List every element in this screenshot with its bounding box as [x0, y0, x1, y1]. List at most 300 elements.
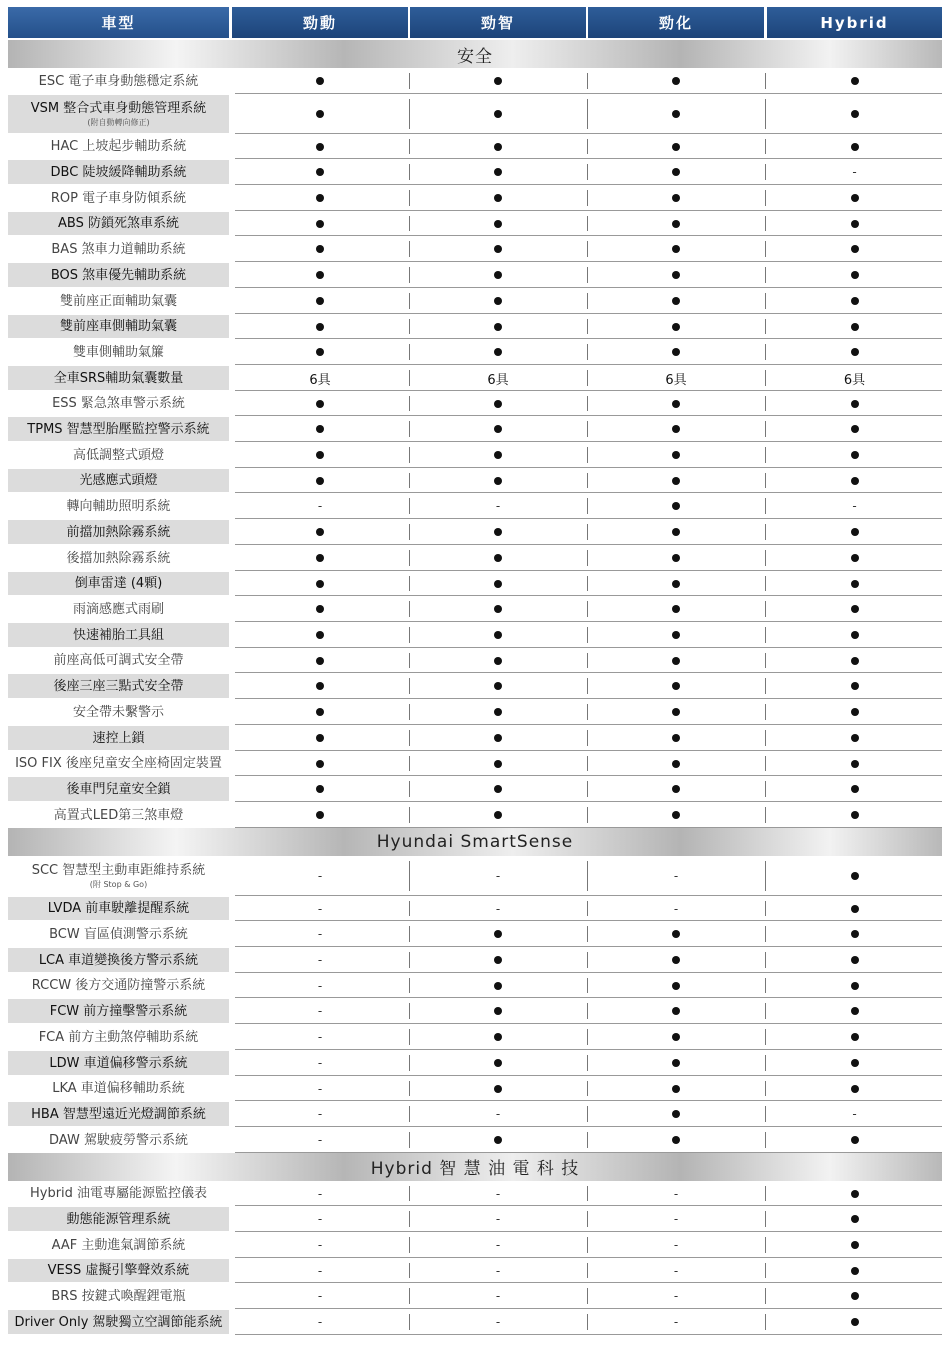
not-available-dash: - [317, 1315, 323, 1329]
feature-name: 全車SRS輔助氣囊數量 [53, 370, 184, 386]
trim-value-cell [410, 699, 586, 725]
feature-name: HBA 智慧型遠近光燈調節系統 [31, 1106, 206, 1122]
trim-value-cell [767, 896, 942, 921]
filled-dot-icon [672, 1007, 680, 1015]
column-divider [409, 473, 410, 488]
column-divider [409, 1237, 410, 1253]
feature-name: LDW 車道偏移警示系統 [49, 1055, 188, 1071]
filled-dot-icon [494, 271, 502, 279]
filled-dot-icon [316, 323, 324, 331]
filled-dot-icon [494, 631, 502, 639]
filled-dot-icon [851, 451, 859, 459]
column-divider [587, 164, 588, 180]
trim-value-cell [767, 1309, 942, 1335]
trim-value-cell [232, 236, 408, 262]
column-divider [409, 99, 410, 129]
feature-name: BAS 煞車力道輔助系統 [51, 241, 186, 257]
column-divider [409, 926, 410, 942]
filled-dot-icon [316, 400, 324, 408]
column-divider [765, 952, 766, 968]
not-available-dash: - [673, 1289, 679, 1303]
column-divider [409, 1288, 410, 1304]
trim-value-cell [767, 339, 942, 365]
column-divider [409, 1132, 410, 1148]
column-divider [587, 781, 588, 797]
feature-name: SCC 智慧型主動車距維持系統 [31, 862, 206, 878]
column-divider [409, 370, 410, 386]
trim-value-cell [232, 339, 408, 365]
trim-value-cell [232, 998, 408, 1024]
not-available-dash: - [495, 1315, 501, 1329]
trim-value-cell [767, 134, 942, 159]
trim-value-cell [767, 211, 942, 236]
column-divider [765, 524, 766, 540]
trim-value-cell [767, 1101, 942, 1127]
filled-dot-icon [672, 982, 680, 990]
filled-dot-icon [494, 811, 502, 819]
filled-dot-icon [316, 245, 324, 253]
filled-dot-icon [316, 605, 324, 613]
filled-dot-icon [851, 271, 859, 279]
column-divider [587, 1211, 588, 1227]
section-title: 安全 [8, 40, 942, 68]
filled-dot-icon [851, 982, 859, 990]
trim-value-cell [588, 288, 764, 314]
column-divider [587, 952, 588, 968]
column-divider [409, 344, 410, 360]
filled-dot-icon [316, 631, 324, 639]
trim-value-cell [410, 596, 586, 622]
trim-value-cell [588, 1127, 764, 1153]
trim-value-cell [410, 1076, 586, 1101]
filled-dot-icon [851, 194, 859, 202]
trim-value-cell [232, 68, 408, 94]
filled-dot-icon [851, 528, 859, 536]
trim-value-cell [232, 973, 408, 998]
trim-value-cell [232, 947, 408, 973]
column-divider [765, 550, 766, 566]
column-divider [765, 1263, 766, 1278]
column-divider [765, 627, 766, 643]
feature-name: TPMS 智慧型胎壓監控警示系統 [27, 421, 210, 437]
column-divider [587, 901, 588, 916]
filled-dot-icon [672, 143, 680, 151]
not-available-dash: - [317, 1133, 323, 1147]
column-divider [765, 447, 766, 463]
filled-dot-icon [316, 785, 324, 793]
feature-name: FCW 前方撞擊警示系統 [49, 1003, 188, 1019]
column-divider [587, 524, 588, 540]
trim-value-cell [410, 519, 586, 545]
trim-value-cell [232, 519, 408, 545]
feature-label [8, 897, 229, 920]
filled-dot-icon [851, 245, 859, 253]
not-available-dash: - [673, 1212, 679, 1226]
trim-value-cell [767, 262, 942, 288]
column-divider [587, 1106, 588, 1122]
trim-value-cell [767, 416, 942, 442]
trim-value-cell [232, 185, 408, 211]
filled-dot-icon [316, 580, 324, 588]
filled-dot-icon [316, 477, 324, 485]
filled-dot-icon [672, 631, 680, 639]
filled-dot-icon [672, 1059, 680, 1067]
column-divider [409, 421, 410, 437]
trim-value-cell [410, 68, 586, 94]
filled-dot-icon [851, 1059, 859, 1067]
trim-value-cell [588, 776, 764, 802]
column-divider [409, 216, 410, 231]
feature-name: 轉向輔助照明系統 [66, 498, 171, 514]
feature-name: 後車門兒童安全鎖 [66, 781, 171, 797]
trim-value-cell [767, 1024, 942, 1050]
filled-dot-icon [494, 1007, 502, 1015]
column-divider [409, 730, 410, 746]
header-model-label: 車型 [8, 7, 229, 38]
feature-name: AAF 主動進氣調節系統 [51, 1237, 186, 1253]
trim-value-cell [410, 1024, 586, 1050]
trim-value-cell [767, 856, 942, 896]
filled-dot-icon [672, 425, 680, 433]
header-trim-2: 勁智 [410, 7, 586, 38]
feature-label [8, 649, 229, 672]
column-divider [765, 704, 766, 720]
trim-value-cell [767, 751, 942, 776]
trim-value-cell [588, 947, 764, 973]
filled-dot-icon [851, 77, 859, 85]
filled-dot-icon [851, 657, 859, 665]
feature-name: VESS 虛擬引擎聲效系統 [47, 1263, 190, 1278]
trim-value-cell [410, 545, 586, 571]
filled-dot-icon [316, 110, 324, 118]
feature-name: ISO FIX 後座兒童安全座椅固定裝置 [15, 756, 222, 771]
column-divider [409, 164, 410, 180]
column-divider [409, 241, 410, 257]
feature-name: Driver Only 駕駛獨立空調節能系統 [14, 1314, 223, 1330]
trim-value-cell [588, 751, 764, 776]
filled-dot-icon [672, 930, 680, 938]
trim-value-cell [232, 1309, 408, 1335]
filled-dot-icon [494, 657, 502, 665]
filled-dot-icon [494, 425, 502, 433]
feature-name: FCA 前方主動煞停輔助系統 [38, 1029, 199, 1045]
filled-dot-icon [672, 271, 680, 279]
column-divider [587, 601, 588, 617]
filled-dot-icon [494, 297, 502, 305]
header-trim-3: 勁化 [588, 7, 764, 38]
column-divider [765, 1029, 766, 1045]
value-text: 6具 [487, 372, 509, 388]
trim-value-cell [232, 648, 408, 673]
feature-name: 雙車側輔助氣簾 [72, 344, 164, 360]
column-divider [587, 1029, 588, 1045]
not-available-dash: - [317, 1107, 323, 1121]
column-divider [765, 1003, 766, 1019]
trim-value-cell [588, 365, 764, 391]
filled-dot-icon [494, 245, 502, 253]
trim-value-cell [767, 622, 942, 648]
feature-label [8, 1128, 229, 1152]
trim-value-cell [767, 998, 942, 1024]
filled-dot-icon [494, 323, 502, 331]
trim-value-cell [232, 1076, 408, 1101]
trim-value-cell [410, 1181, 586, 1206]
column-divider [409, 576, 410, 591]
column-divider [409, 704, 410, 720]
column-divider [409, 190, 410, 206]
filled-dot-icon [851, 1241, 859, 1249]
column-divider [409, 1055, 410, 1071]
trim-value-cell [767, 802, 942, 828]
column-divider [765, 139, 766, 154]
filled-dot-icon [672, 1110, 680, 1118]
column-divider [587, 139, 588, 154]
feature-label [8, 186, 229, 210]
trim-value-cell [410, 1101, 586, 1127]
feature-label [8, 1077, 229, 1100]
feature-label [8, 212, 229, 235]
filled-dot-icon [851, 682, 859, 690]
not-available-dash: - [852, 1107, 857, 1121]
filled-dot-icon [851, 323, 859, 331]
filled-dot-icon [494, 168, 502, 176]
trim-value-cell [588, 1076, 764, 1101]
trim-value-cell [232, 365, 408, 391]
column-divider [409, 1003, 410, 1019]
trim-value-cell [588, 802, 764, 828]
trim-value-cell [232, 262, 408, 288]
feature-name: BRS 按鍵式喚醒鋰電瓶 [51, 1288, 186, 1304]
column-divider [587, 653, 588, 668]
column-divider [765, 319, 766, 334]
filled-dot-icon [851, 348, 859, 356]
column-divider [587, 1314, 588, 1330]
column-divider [765, 576, 766, 591]
filled-dot-icon [851, 477, 859, 485]
trim-value-cell [410, 1283, 586, 1309]
feature-label [8, 263, 229, 287]
trim-value-cell [767, 673, 942, 699]
feature-label [8, 417, 229, 441]
feature-label [8, 572, 229, 595]
trim-value-cell [232, 1283, 408, 1309]
row-divider [235, 1334, 942, 1335]
column-divider [587, 241, 588, 257]
feature-label [8, 366, 229, 390]
not-available-dash: - [317, 1289, 323, 1303]
column-divider [765, 293, 766, 309]
feature-label [8, 135, 229, 158]
trim-value-cell [232, 442, 408, 468]
feature-name: 高低調整式頭燈 [72, 447, 164, 463]
trim-value-cell [767, 94, 942, 134]
column-divider [765, 781, 766, 797]
trim-value-cell [232, 896, 408, 921]
feature-label [8, 69, 229, 93]
filled-dot-icon [494, 760, 502, 768]
trim-value-cell [410, 365, 586, 391]
filled-dot-icon [851, 554, 859, 562]
trim-value-cell [767, 314, 942, 339]
not-available-dash: - [495, 901, 501, 916]
column-divider [587, 1003, 588, 1019]
filled-dot-icon [316, 194, 324, 202]
column-divider [765, 1055, 766, 1071]
trim-value-cell [588, 921, 764, 947]
trim-value-cell [410, 571, 586, 596]
filled-dot-icon [672, 297, 680, 305]
filled-dot-icon [316, 425, 324, 433]
trim-value-cell [588, 699, 764, 725]
filled-dot-icon [672, 502, 680, 510]
trim-value-cell [588, 545, 764, 571]
column-divider [765, 190, 766, 206]
trim-value-cell [410, 159, 586, 185]
trim-value-cell [410, 751, 586, 776]
filled-dot-icon [494, 1033, 502, 1041]
feature-name: ROP 電子車身防傾系統 [50, 190, 187, 206]
column-divider [765, 73, 766, 89]
trim-value-cell [588, 596, 764, 622]
filled-dot-icon [494, 451, 502, 459]
filled-dot-icon [494, 528, 502, 536]
column-divider [765, 344, 766, 360]
not-available-dash: - [673, 869, 679, 883]
filled-dot-icon [851, 930, 859, 938]
header-trim-1: 勁動 [232, 7, 408, 38]
feature-name: LKA 車道偏移輔助系統 [52, 1081, 185, 1096]
feature-label [8, 857, 229, 895]
column-divider [409, 1029, 410, 1045]
feature-name: 雙前座車側輔助氣囊 [59, 319, 177, 334]
filled-dot-icon [851, 872, 859, 880]
feature-name: LVDA 前車駛離提醒系統 [47, 901, 190, 916]
feature-name: 動態能源管理系統 [66, 1211, 171, 1227]
trim-value-cell [410, 998, 586, 1024]
trim-value-cell [410, 288, 586, 314]
feature-label [8, 289, 229, 313]
feature-name: ESS 緊急煞車警示系統 [52, 396, 185, 411]
column-divider [409, 627, 410, 643]
feature-label [8, 392, 229, 415]
trim-value-cell [232, 391, 408, 416]
trim-value-cell [232, 545, 408, 571]
filled-dot-icon [851, 734, 859, 742]
trim-value-cell [767, 596, 942, 622]
column-divider [765, 901, 766, 916]
column-divider [587, 627, 588, 643]
feature-label [8, 237, 229, 261]
feature-label [8, 623, 229, 647]
column-divider [765, 807, 766, 823]
value-text: 6具 [843, 372, 866, 388]
feature-name: 後座三座三點式安全帶 [53, 678, 184, 694]
column-divider [587, 344, 588, 360]
column-divider [765, 267, 766, 283]
trim-value-cell [410, 1127, 586, 1153]
filled-dot-icon [672, 194, 680, 202]
filled-dot-icon [494, 220, 502, 228]
trim-value-cell [232, 1127, 408, 1153]
filled-dot-icon [851, 220, 859, 228]
feature-label [8, 520, 229, 544]
trim-value-cell [767, 159, 942, 185]
trim-value-cell [232, 1050, 408, 1076]
column-divider [765, 861, 766, 891]
filled-dot-icon [851, 760, 859, 768]
feature-name: 前座高低可調式安全帶 [53, 653, 184, 668]
trim-value-cell [588, 1283, 764, 1309]
trim-value-cell [588, 519, 764, 545]
filled-dot-icon [316, 168, 324, 176]
filled-dot-icon [494, 77, 502, 85]
feature-label [8, 1025, 229, 1049]
not-available-dash: - [317, 953, 323, 967]
filled-dot-icon [494, 194, 502, 202]
feature-name: DBC 陡坡緩降輔助系統 [50, 164, 187, 180]
column-divider [587, 447, 588, 463]
column-divider [587, 926, 588, 942]
filled-dot-icon [316, 271, 324, 279]
trim-value-cell [410, 1309, 586, 1335]
not-available-dash: - [852, 165, 857, 179]
feature-label [8, 1233, 229, 1257]
trim-value-cell [588, 1232, 764, 1258]
trim-value-cell [588, 1181, 764, 1206]
trim-value-cell [410, 856, 586, 896]
filled-dot-icon [851, 708, 859, 716]
trim-value-cell [767, 648, 942, 673]
feature-note: (附 Stop & Go) [89, 879, 148, 889]
column-divider [409, 447, 410, 463]
trim-value-cell [767, 288, 942, 314]
column-divider [587, 319, 588, 334]
trim-value-cell [588, 236, 764, 262]
filled-dot-icon [672, 1085, 680, 1093]
filled-dot-icon [672, 528, 680, 536]
feature-name: 雙前座正面輔助氣囊 [59, 293, 177, 309]
trim-value-cell [588, 1206, 764, 1232]
trim-value-cell [767, 391, 942, 416]
trim-value-cell [232, 159, 408, 185]
feature-label [8, 674, 229, 698]
trim-value-cell [767, 571, 942, 596]
filled-dot-icon [672, 220, 680, 228]
trim-value-cell [232, 751, 408, 776]
trim-value-cell [767, 1076, 942, 1101]
feature-name: BOS 煞車優先輔助系統 [50, 267, 187, 283]
filled-dot-icon [316, 760, 324, 768]
feature-name: 光感應式頭燈 [79, 473, 158, 488]
not-available-dash: - [673, 1315, 679, 1329]
column-divider [587, 576, 588, 591]
trim-value-cell [232, 776, 408, 802]
trim-value-cell [588, 673, 764, 699]
filled-dot-icon [672, 605, 680, 613]
column-divider [765, 978, 766, 993]
trim-value-cell [410, 134, 586, 159]
trim-value-cell [588, 725, 764, 751]
filled-dot-icon [851, 631, 859, 639]
trim-value-cell [410, 262, 586, 288]
section-title: Hybrid 智 慧 油 電 科 技 [8, 1153, 942, 1181]
trim-value-cell [767, 699, 942, 725]
trim-value-cell [410, 973, 586, 998]
trim-value-cell [232, 1181, 408, 1206]
trim-value-cell [410, 725, 586, 751]
feature-label [8, 974, 229, 997]
feature-name: LCA 車道變換後方警示系統 [38, 952, 199, 968]
